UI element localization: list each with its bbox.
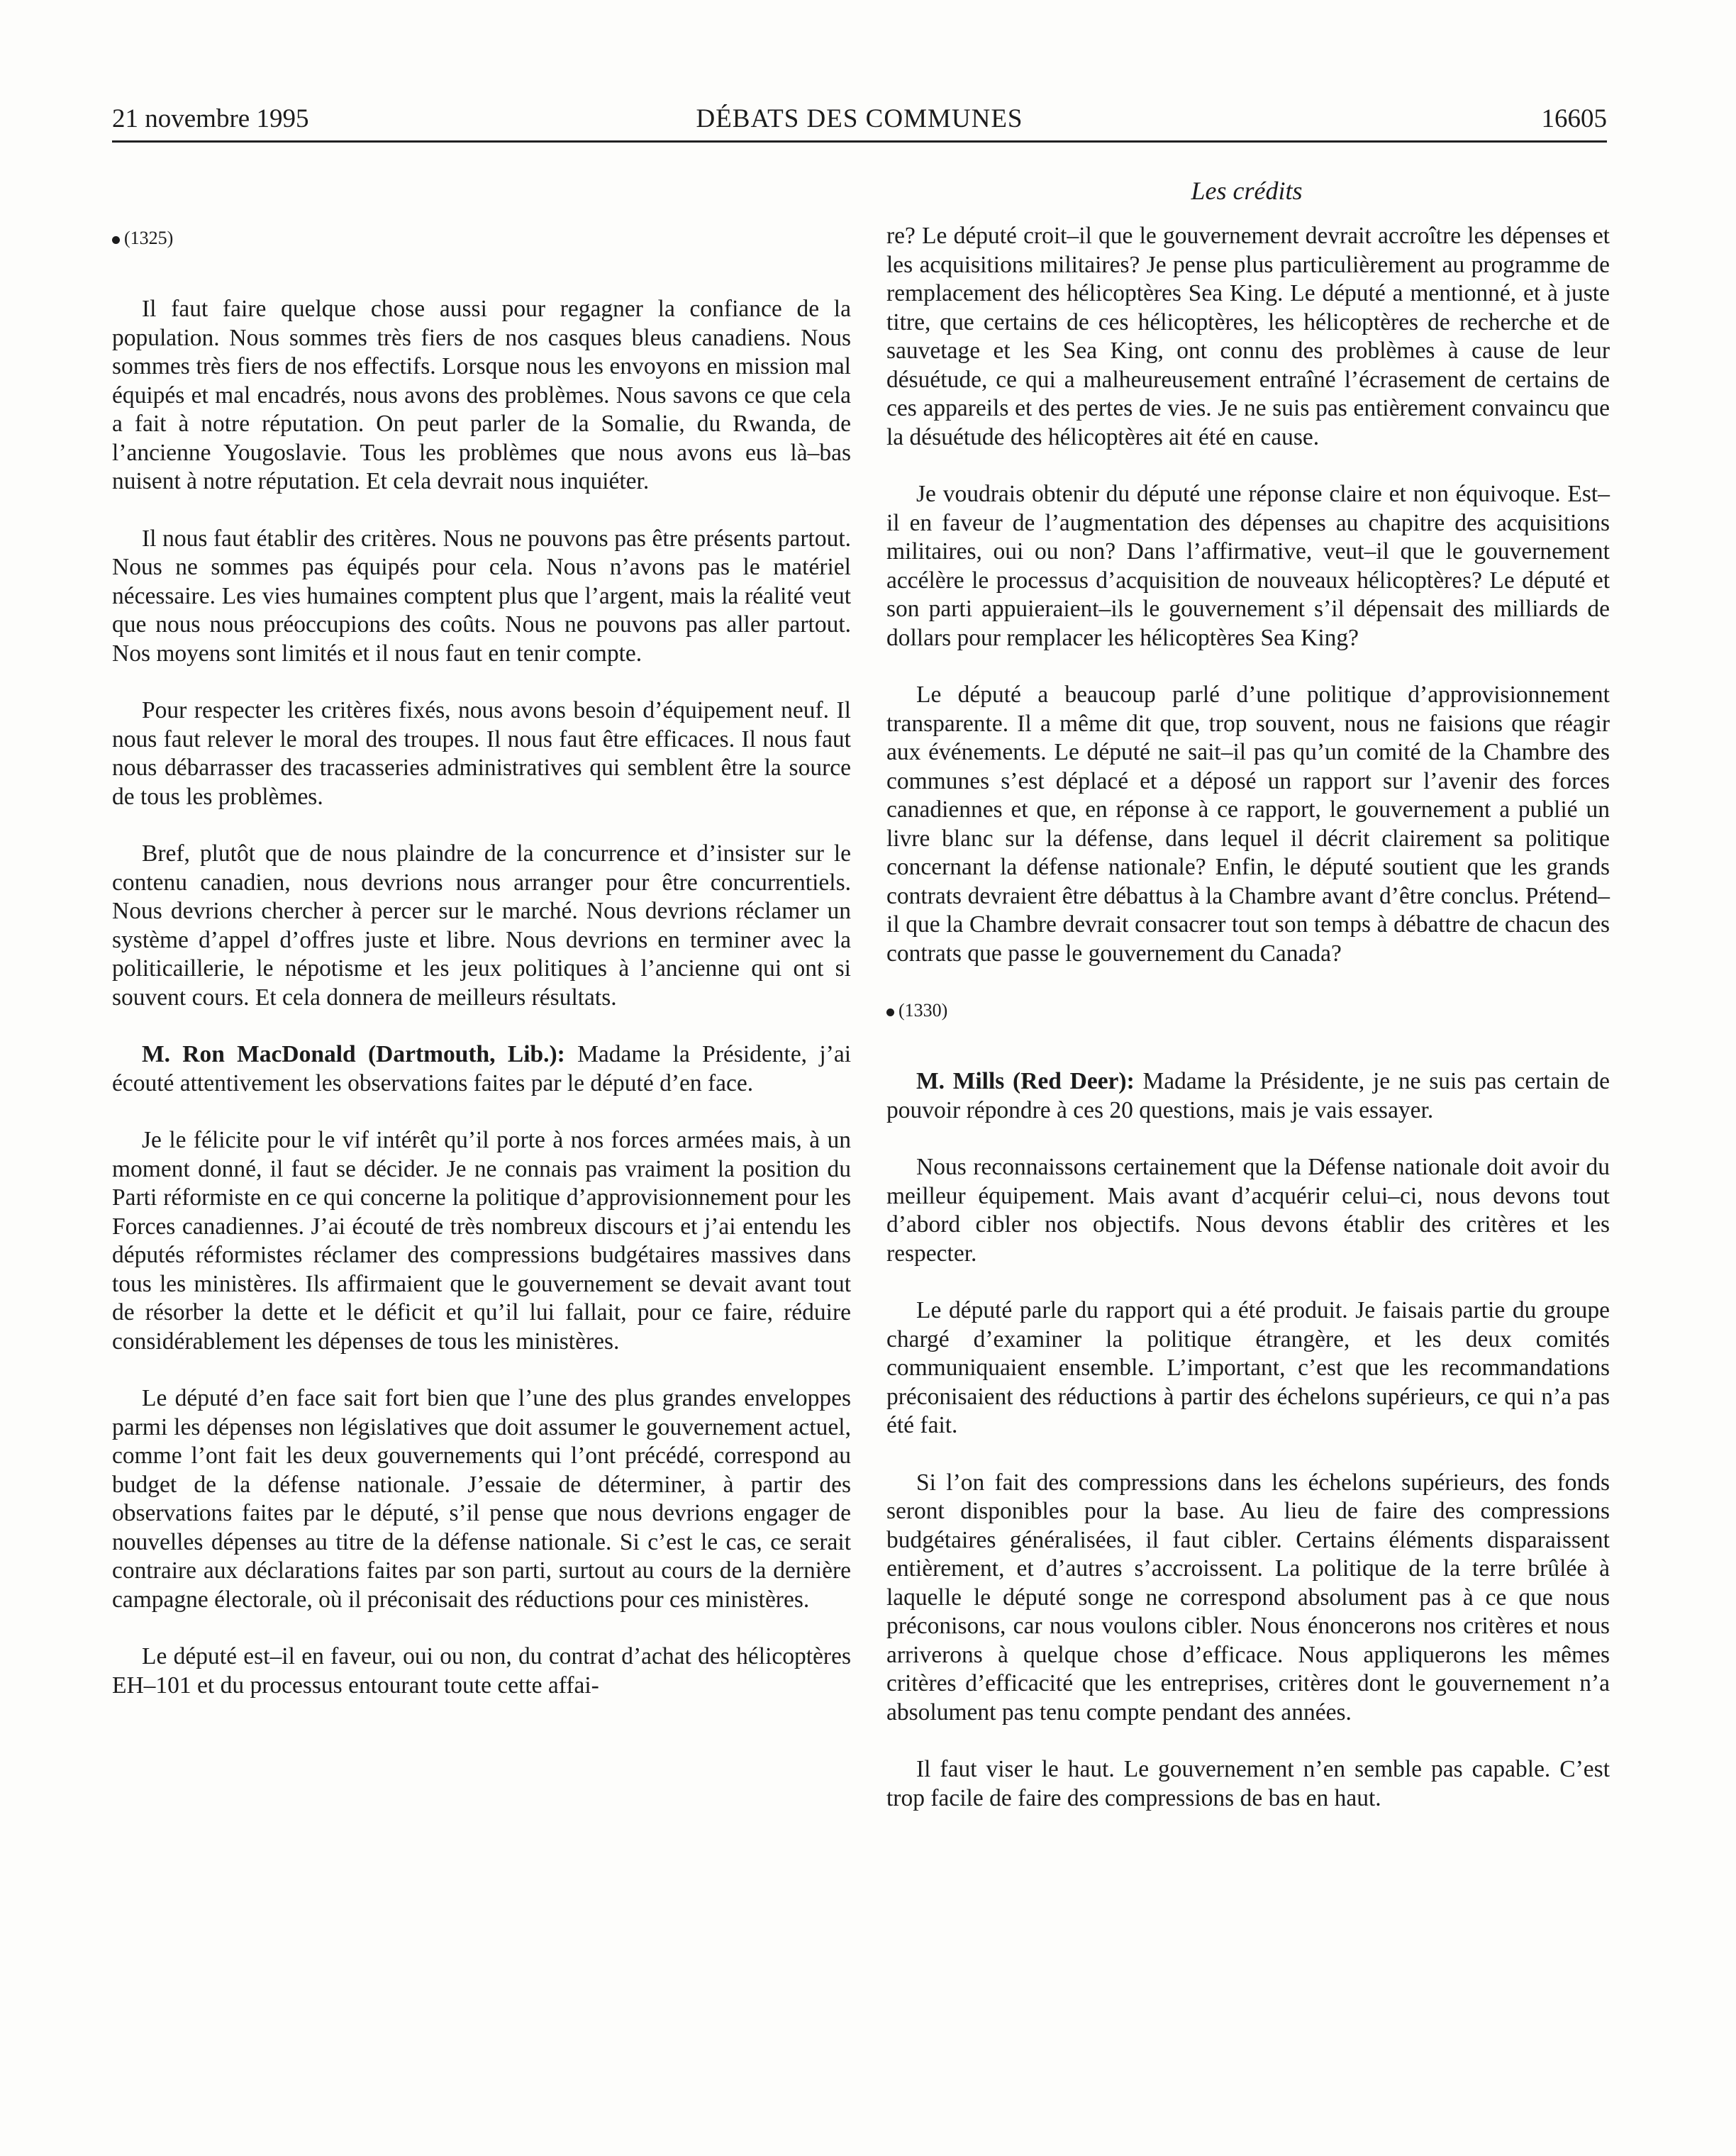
bullet-icon [112, 236, 120, 244]
paragraph-continued: re? Le député croit–il que le gouvernement devrait accroître les dépenses et les acquisitions militaires? Je pense plus particulièrement au programme de remplacement des hélicoptères Sea King. Le député a mentionné, et à juste titre, que certains de ces hélicoptères, les hélicoptères de recherche et de sauvetage et les Sea King, ont connu des problèmes à cause de leur désuétude, ce qui a malheureusement entraîné l’écrasement de certains de ces appareils et des pertes de vies. Je ne suis pas entièrement convaincu que la désuétude des hélicoptères ait été en cause. [886, 223, 1610, 450]
speaker-text: Madame la Présidente, j’ai écouté attentivement les observations faites par le député d’en face. [112, 1041, 852, 1096]
paragraph: Il nous faut établir des critères. Nous ne pouvons pas être présents partout. Nous ne sommes pas équipés pour cela. Nous n’avons pas le matériel nécessaire. Les vies humaines comptent plus que l’argent, mais la réalité veut que nous nous préoccupions des coûts. Nous ne pouvons pas aller partout. Nos moyens sont limités et il nous faut en tenir compte. [112, 525, 851, 667]
paragraph: Je le félicite pour le vif intérêt qu’il porte à nos forces armées mais, à un moment donné, il faut se décider. Je ne connais pas vraiment la position du Parti réformiste en ce qui concerne la politique d’approvisionnement pour les Forces canadiennes. J’ai écouté de très nombreux discours et j’ai entendu les députés réformistes réclamer des compressions budgétaires massives dans tous les ministères. Ils affirmaient que le gouvernement se devait avant tout de résorber la dette et le déficit et qu’il lui fallait, pour ce faire, réduire considérablement les dépenses de tous les ministères. [112, 1127, 851, 1355]
speaker-name: M. Mills (Red Deer): [916, 1068, 1135, 1094]
speaker-paragraph [886, 1067, 1610, 1125]
speaker-paragraph [112, 1040, 851, 1098]
bullet-icon [886, 1008, 894, 1016]
paragraph: Bref, plutôt que de nous plaindre de la concurrence et d’insister sur le contenu canadien, nous devrions nous arranger pour être concurrentiels. Nous devrions chercher à percer sur le marché. Nous devrions réclamer un système d’appel d’offres juste et libre. Nous devrions en terminer avec la politicaillerie, le népotisme et les jeux politiques à l’ancienne qui ont si souvent cours. Et cela donnera de meilleurs résultats. [112, 840, 851, 1011]
paragraph: Il faut faire quelque chose aussi pour regagner la confiance de la population. Nous sommes très fiers de nos casques bleus canadiens. Nous sommes très fiers de nos effectifs. Lorsque nous les envoyons en mission mal équipés et mal encadrés, nous avons des problèmes. Nous savons ce que cela a fait à notre réputation. On peut parler de la Somalie, du Rwanda, de l’ancienne Yougoslavie. Tous les problèmes que nous avons eus là–bas nuisent à notre réputation. Et cela devrait nous inquiéter. [112, 296, 851, 494]
paragraph: Il faut viser le haut. Le gouvernement n’en semble pas capable. C’est trop facile de faire des compressions de bas en haut. [886, 1756, 1610, 1811]
paragraph: Le député a beaucoup parlé d’une politique d’approvisionnement transparente. Il a même dit que, trop souvent, nous ne faisions que réagir aux événements. Le député ne sait–il pas qu’un comité de la Chambre des communes s’est déplacé et a déposé un rapport sur l’avenir des forces canadiennes et que, en réponse à ce rapport, le gouvernement a publié un livre blanc sur la défense, dans lequel il décrit clairement sa politique concernant la défense nationale? Enfin, le député soutient que les grands contrats devraient être débattus à la Chambre avant d’être conclus. Prétend–il que la Chambre devrait consacrer tout son temps à débattre de chacun des contrats que passe le gouvernement du Canada? [886, 682, 1610, 967]
header-date: 21 novembre 1995 [112, 104, 309, 133]
left-column [112, 224, 851, 1728]
paragraph: Je voudrais obtenir du député une réponse claire et non équivoque. Est–il en faveur de l’augmentation des dépenses au chapitre des acquisitions militaires, oui ou non? Dans l’affirmative, veut–il que le gouvernement accélère le processus d’acquisition de nouveaux hélicoptères? Le député et son parti appuieraient–ils le gouvernement s’il dépensait des milliards de dollars pour remplacer les hélicoptères Sea King? [886, 481, 1610, 651]
paragraph: Le député parle du rapport qui a été produit. Je faisais partie du groupe chargé d’examiner la politique étrangère, et les deux comités communiquaient ensemble. L’important, c’est que les recommandations préconisaient des réductions à partir des échelons supérieurs, ce qui n’a pas été fait. [886, 1297, 1610, 1438]
time-marker-text: (1330) [898, 1000, 948, 1021]
paragraph: Si l’on fait des compressions dans les échelons supérieurs, des fonds seront disponibles pour la base. Au lieu de faire des compressions budgétaires généralisées, il faut cibler. Certains éléments disparaissent entièrement, et d’autres s’accroissent. La politique de la terre brûlée à laquelle le député songe ne correspond absolument pas à ce que nous préconisons, car nous voulons cibler. Nous énoncerons nos critères et nous arriverons à quelque chose d’efficace. Nous appliquerons les mêmes critères d’efficacité que les entreprises, critères dont le gouvernement n’a absolument pas tenu compte pendant des années. [886, 1469, 1610, 1726]
paragraph: Le député d’en face sait fort bien que l’une des plus grandes enveloppes parmi les dépenses non législatives que doit assumer le gouvernement actuel, comme l’ont fait les deux gouvernements qui l’ont précédé, correspond au budget de la défense nationale. J’essaie de déterminer, à partir des observations faites par le député, s’il pense que nous devrions engager de nouvelles dépenses au titre de la défense nationale. Si c’est le cas, ce serait contraire aux déclarations faites par son parti, surtout au cours de la dernière campagne électorale, où il préconisait des réductions pour ces ministères. [112, 1385, 851, 1613]
paragraph: Pour respecter les critères fixés, nous avons besoin d’équipement neuf. Il nous faut relever le moral des troupes. Il nous faut être efficaces. Il nous faut nous débarrasser des tracasseries administratives qui semblent être la source de tous les problèmes. [112, 697, 851, 810]
header-title: DÉBATS DES COMMUNES [696, 104, 1023, 133]
time-marker-text: (1325) [124, 228, 174, 248]
right-column [886, 222, 1610, 1841]
paragraph: Le député est–il en faveur, oui ou non, du contrat d’achat des hélicoptères EH–101 et du processus entourant toute cette affai- [112, 1643, 851, 1699]
paragraph: Nous reconnaissons certainement que la Défense nationale doit avoir du meilleur équipement. Mais avant d’acquérir celui–ci, nous devons tout d’abord cibler nos objectifs. Nous devons établir des critères et les respecter. [886, 1154, 1610, 1267]
time-marker [112, 224, 851, 252]
header-page-number: 16605 [1541, 104, 1607, 133]
speaker-text: Madame la Présidente, je ne suis pas certain de pouvoir répondre à ces 20 questions, mais je vais essayer. [886, 1068, 1610, 1123]
header-rule [112, 140, 1607, 143]
running-head: Les crédits [1191, 177, 1303, 205]
time-marker [886, 996, 1610, 1025]
page-header [112, 98, 1607, 140]
speaker-name: M. Ron MacDonald (Dartmouth, Lib.): [142, 1041, 565, 1067]
